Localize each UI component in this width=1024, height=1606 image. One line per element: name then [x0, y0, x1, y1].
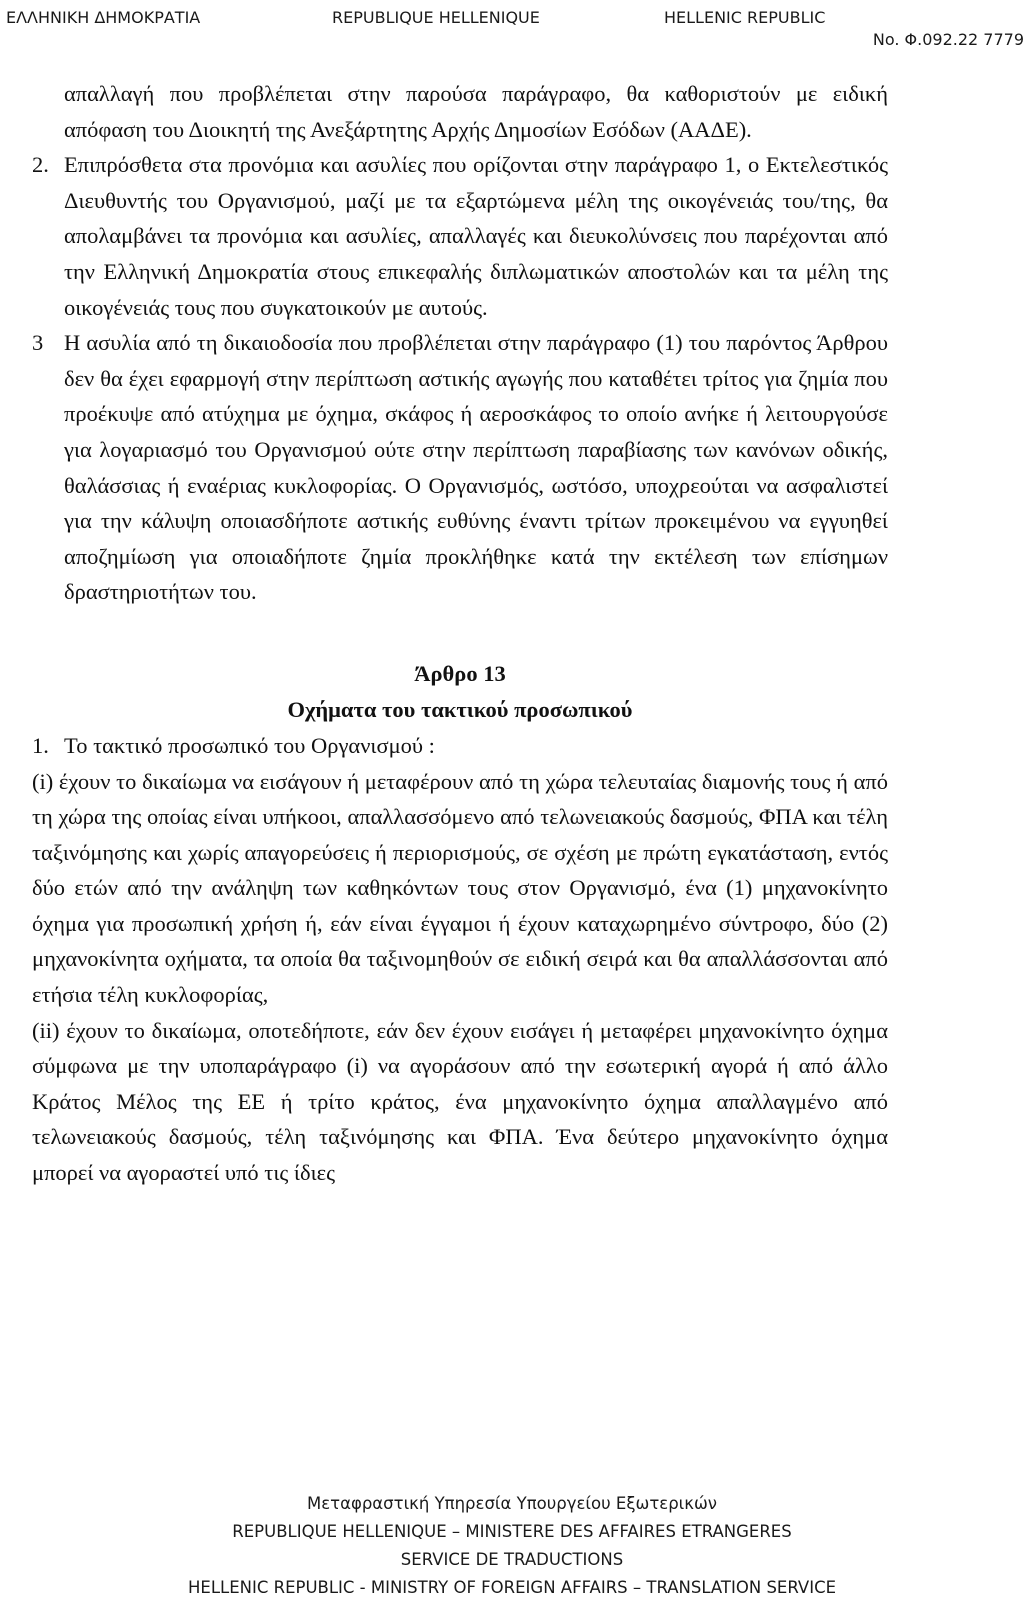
spacer [32, 610, 888, 656]
footer-line-2: REPUBLIQUE HELLENIQUE – MINISTERE DES AFFAIRES ETRANGERES [232, 1522, 792, 1541]
list-item-ii: (ii) έχουν το δικαίωμα, οποτεδήποτε, εάν δεν έχουν εισάγει ή μεταφέρει μηχανοκίνητο όχημα σύμφωνα με την υποπαράγραφο (i) να αγοράσουν από την εσωτερική αγορά ή από άλλο Κράτος Μέλος της ΕΕ ή τρίτο κράτος, ένα μηχανοκίνητο όχημα απαλλαγμένο από τελωνειακούς δασμούς, τέλη ταξινόμησης και ΦΠΑ. Ένα δεύτερο μηχανοκίνητο όχημα μπορεί να αγοραστεί υπό τις ίδιες [32, 1017, 888, 1186]
header-french: REPUBLIQUE HELLENIQUE [332, 8, 540, 27]
article-number: Άρθρο 13 [414, 660, 506, 686]
document-body [32, 76, 888, 1191]
footer-line-1: Μεταφραστική Υπηρεσία Υπουργείου Εξωτερικών [306, 1494, 718, 1513]
header-english: HELLENIC REPUBLIC [664, 8, 826, 27]
paragraph-number: 2. [32, 152, 49, 178]
document-number: No. Φ.092.22 7779 [872, 30, 1024, 49]
article-paragraph-1 [32, 728, 888, 764]
paragraph-number: 3 [32, 330, 44, 356]
list-item-i: (i) έχουν το δικαίωμα να εισάγουν ή μεταφέρουν από τη χώρα τελευταίας διαμονής τους ή από τη χώρα της οποίας είναι υπήκοοι, απαλλασσόμενο από τελωνειακούς δασμούς, ΦΠΑ και τέλη ταξινόμησης και χωρίς απαγορεύσεις ή περιορισμούς, σε σχέση με πρώτη εγκατάσταση, εντός δύο ετών από την ανάληψη των καθηκόντων τους στον Οργανισμό, ένα (1) μηχανοκίνητο όχημα για προσωπική χρήση ή, εάν είναι έγγαμοι ή έχουν καταχωρημένο σύντροφο, δύο (2) μηχανοκίνητα οχήματα, τα οποία θα ταξινομηθούν σε ειδική σειρά και θα απαλλάσσονται από ετήσια τέλη κυκλοφορίας, [32, 768, 888, 1008]
paragraph-text: Η ασυλία από τη δικαιοδοσία που προβλέπεται στην παράγραφο (1) του παρόντος Άρθρου δεν θα έχει εφαρμογή στην περίπτωση αστικής αγωγής που καταθέτει τρίτος για ζημία που προέκυψε από ατύχημα με όχημα, σκάφος ή αεροσκάφος το οποίο ανήκε ή λειτουργούσε για λογαριασμό του Οργανισμού ούτε στην περίπτωση παραβίασης των κανόνων οδικής, θαλάσσιας ή εναέριας κυκλοφορίας. Ο Οργανισμός, ωστόσο, υποχρεούται να ασφαλιστεί για την κάλυψη οποιασδήποτε αστικής ευθύνης έναντι τρίτων προκειμένου να εγγυηθεί αποζημίωση για οποιαδήποτε ζημία προκλήθηκε κατά την εκτέλεση των επίσημων δραστηριοτήτων του. [64, 330, 888, 605]
paragraph-number: 1. [32, 732, 49, 758]
header-greek: ΕΛΛΗΝΙΚΗ ΔΗΜΟΚΡΑΤΙΑ [6, 8, 201, 27]
paragraph-2 [32, 147, 888, 325]
footer-line-4: HELLENIC REPUBLIC - MINISTRY OF FOREIGN AFFAIRS – TRANSLATION SERVICE [187, 1578, 837, 1597]
article-title: Οχήματα του τακτικού προσωπικού [287, 696, 633, 722]
footer-stamp [0, 1490, 1024, 1602]
paragraph-text: Επιπρόσθετα στα προνόμια και ασυλίες που ορίζονται στην παράγραφο 1, ο Εκτελεστικός Διευθυντής του Οργανισμού, μαζί με τα εξαρτώμενα μέλη της οικογένειάς του/της, θα απολαμβάνει τα προνόμια και ασυλίες, απαλλαγές και διευκολύνσεις που παρέχονται από την Ελληνική Δημοκρατία στους επικεφαλής διπλωματικών αποστολών και τα μέλη της οικογένειάς τους που συγκατοικούν με αυτούς. [64, 152, 888, 320]
continuation-paragraph: απαλλαγή που προβλέπεται στην παρούσα παράγραφο, θα καθοριστούν με ειδική απόφαση του Διοικητή της Ανεξάρτητης Αρχής Δημοσίων Εσόδων (ΑΑΔΕ). [64, 81, 888, 142]
footer-line-3: SERVICE DE TRADUCTIONS [400, 1550, 624, 1569]
paragraph-text: Το τακτικό προσωπικό του Οργανισμού : [64, 732, 435, 758]
paragraph-3 [32, 325, 888, 610]
letterhead [0, 6, 1024, 32]
